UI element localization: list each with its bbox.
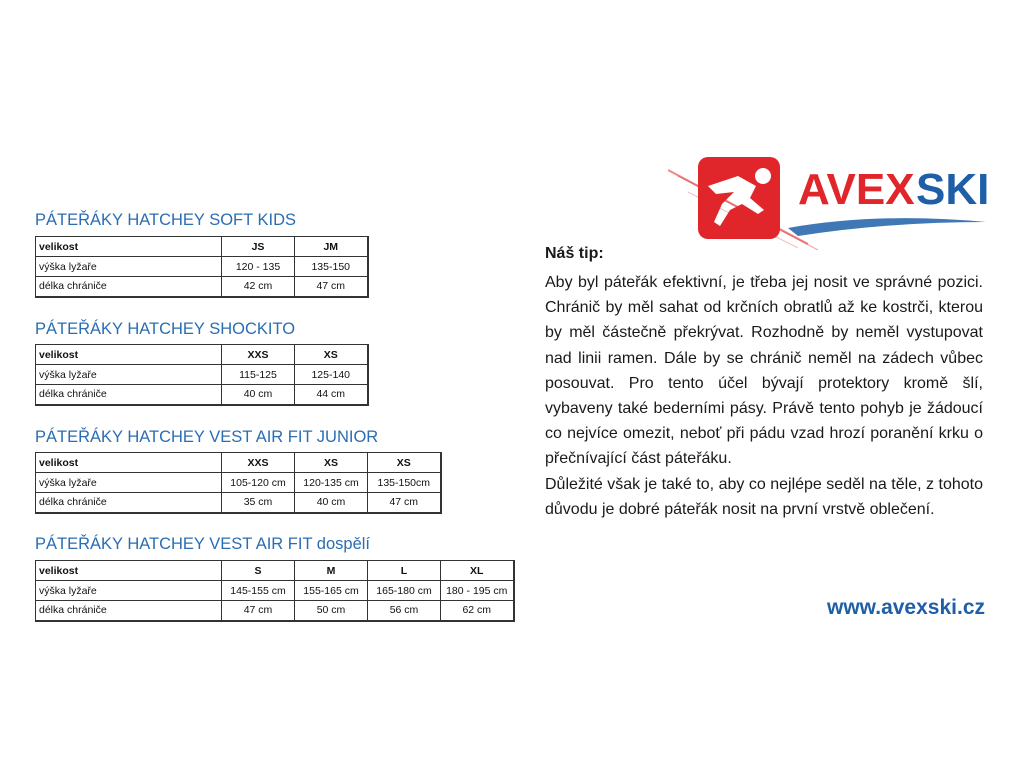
logo-text-red: AVEX	[798, 165, 915, 214]
table-cell: 145-155 cm	[222, 581, 295, 601]
table-header-row	[36, 453, 441, 473]
avexski-logo	[668, 152, 998, 252]
table-cell: výška lyžaře	[36, 257, 222, 277]
header-cell: XL	[441, 561, 514, 581]
table-cell: 35 cm	[222, 493, 295, 513]
header-cell: L	[368, 561, 441, 581]
table-cell: výška lyžaře	[36, 473, 222, 493]
table-cell: 62 cm	[441, 601, 514, 621]
table-cell: 120-135 cm	[295, 473, 368, 493]
table-cell: 105-120 cm	[222, 473, 295, 493]
table-cell: 155-165 cm	[295, 581, 368, 601]
size-table-vest-junior	[35, 452, 442, 514]
header-cell: JM	[295, 237, 368, 257]
table-cell: délka chrániče	[36, 385, 222, 405]
table-cell: 135-150	[295, 257, 368, 277]
header-cell: velikost	[36, 237, 222, 257]
table-cell: 47 cm	[295, 277, 368, 297]
header-cell: S	[222, 561, 295, 581]
size-table-soft-kids	[35, 236, 369, 298]
header-cell: velikost	[36, 345, 222, 365]
table-row	[36, 581, 514, 601]
header-cell: XXS	[222, 453, 295, 473]
header-cell: XXS	[222, 345, 295, 365]
table-header-row	[36, 345, 368, 365]
table-cell: výška lyžaře	[36, 581, 222, 601]
table-row	[36, 385, 368, 405]
skier-logo-icon	[668, 152, 998, 252]
header-cell: JS	[222, 237, 295, 257]
logo-text-blue: SKI	[916, 165, 990, 214]
table-cell: 125-140	[295, 365, 368, 385]
size-table-shockito	[35, 344, 369, 406]
table-cell: výška lyžaře	[36, 365, 222, 385]
header-cell: XS	[295, 453, 368, 473]
table-cell: délka chrániče	[36, 277, 222, 297]
tip-heading: Náš tip:	[545, 245, 604, 262]
tip-paragraph: Aby byl páteřák efektivní, je třeba jej nosit ve správné pozici. Chránič by měl sahat od krčních obratlů až ke kostrči, kterou by měl částečně překrývat. Rozhodně by neměl vystupovat nad linii ramen. Dále by se chránič neměl na zádech vůbec posouvat. Pro tento účel bývají protektory kromě šlí, vybaveny také bederními pásy. Právě tento pohyb je žádoucí co nejvíce omezit, neboť při pádu vzad hrozí poranění krku o přečnívající část páteřáku.	[545, 274, 983, 468]
table-row	[36, 601, 514, 621]
table-header-row	[36, 237, 368, 257]
table-row	[36, 493, 441, 513]
header-cell: M	[295, 561, 368, 581]
table-cell: délka chrániče	[36, 493, 222, 513]
table-cell: 56 cm	[368, 601, 441, 621]
table-cell: 40 cm	[295, 493, 368, 513]
table-cell: 115-125	[222, 365, 295, 385]
header-cell: velikost	[36, 453, 222, 473]
table-cell: délka chrániče	[36, 601, 222, 621]
table-cell: 47 cm	[368, 493, 441, 513]
size-table-vest-adult	[35, 560, 515, 622]
table-title-vest-adult: PÁTEŘÁKY HATCHEY VEST AIR FIT dospělí	[35, 535, 371, 553]
table-row	[36, 257, 368, 277]
table-cell: 180 - 195 cm	[441, 581, 514, 601]
table-title-soft-kids: PÁTEŘÁKY HATCHEY SOFT KIDS	[35, 211, 297, 229]
table-row	[36, 473, 441, 493]
table-header-row	[36, 561, 514, 581]
header-cell: XS	[368, 453, 441, 473]
table-cell: 40 cm	[222, 385, 295, 405]
table-cell: 47 cm	[222, 601, 295, 621]
header-cell: XS	[295, 345, 368, 365]
table-cell: 50 cm	[295, 601, 368, 621]
table-cell: 135-150cm	[368, 473, 441, 493]
tip-text	[545, 270, 983, 522]
website-link[interactable]: www.avexski.cz	[827, 596, 985, 619]
table-cell: 44 cm	[295, 385, 368, 405]
table-row	[36, 365, 368, 385]
tip-paragraph: Důležité však je také to, aby co nejlépe seděl na těle, z tohoto důvodu je dobré páteřák nosit na první vrstvě oblečení.	[545, 475, 983, 518]
table-cell: 165-180 cm	[368, 581, 441, 601]
table-title-vest-junior: PÁTEŘÁKY HATCHEY VEST AIR FIT JUNIOR	[35, 428, 379, 446]
table-cell: 42 cm	[222, 277, 295, 297]
table-row	[36, 277, 368, 297]
table-cell: 120 - 135	[222, 257, 295, 277]
header-cell: velikost	[36, 561, 222, 581]
table-title-shockito: PÁTEŘÁKY HATCHEY SHOCKITO	[35, 320, 296, 338]
